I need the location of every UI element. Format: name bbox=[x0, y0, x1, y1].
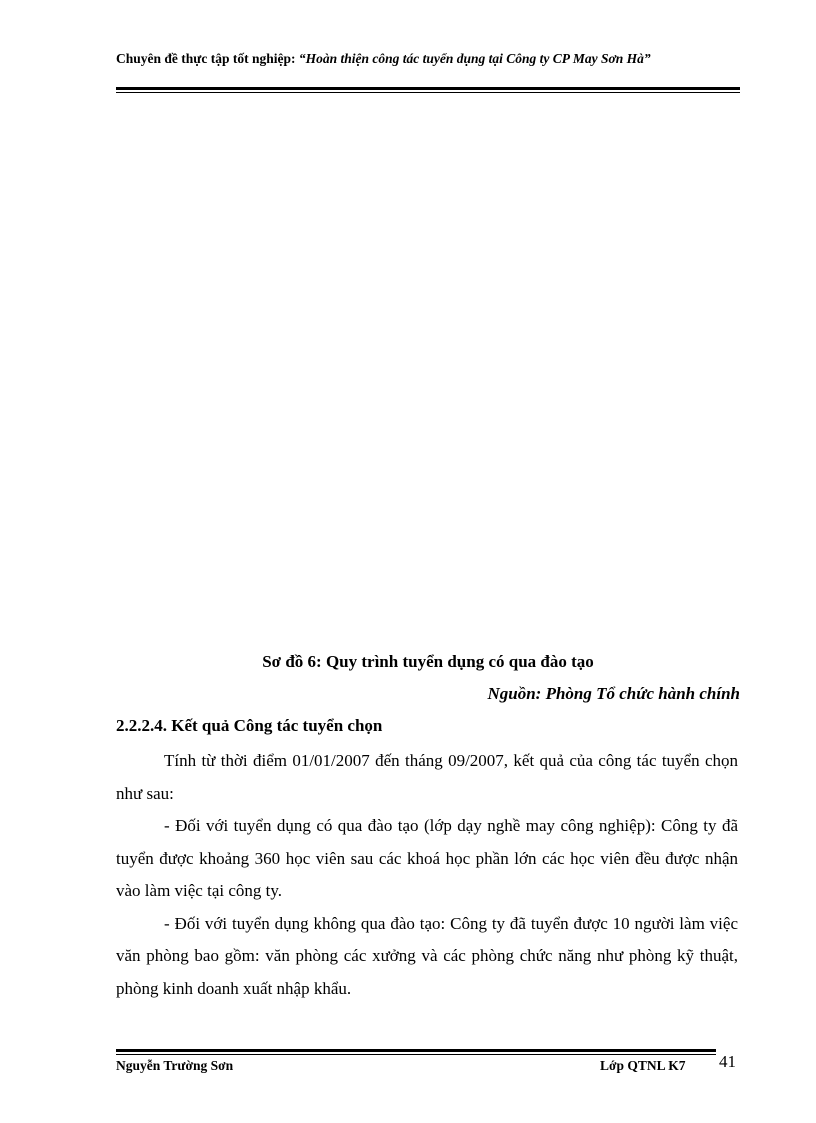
header-rule bbox=[116, 87, 740, 93]
header-prefix: Chuyên đề thực tập tốt nghiệp: bbox=[116, 51, 299, 66]
figure-caption: Sơ đồ 6: Quy trình tuyển dụng có qua đào tạo bbox=[262, 652, 594, 671]
footer-class: Lớp QTNL K7 bbox=[600, 1058, 686, 1073]
paragraph: - Đối với tuyển dụng không qua đào tạo: Công ty đã tuyển được 10 người làm việc văn phòng bao gồm: văn phòng các xưởng và các phòng chức năng như phòng kỹ thuật, phòng kinh doanh xuất nhập khẩu. bbox=[116, 913, 738, 998]
footer-author: Nguyễn Trường Sơn bbox=[116, 1058, 234, 1073]
page-number: 41 bbox=[719, 1052, 736, 1071]
figure-source: Nguồn: Phòng Tổ chức hành chính bbox=[487, 684, 740, 703]
header-title: “Hoàn thiện công tác tuyển dụng tại Công ty CP May Sơn Hà” bbox=[298, 51, 651, 66]
page-header bbox=[116, 50, 738, 67]
body-text bbox=[116, 745, 738, 1005]
section-heading: 2.2.2.4. Kết quả Công tác tuyển chọn bbox=[116, 716, 383, 735]
footer-rule bbox=[116, 1049, 716, 1055]
paragraph: - Đối với tuyển dụng có qua đào tạo (lớp dạy nghề may công nghiệp): Công ty đã tuyển được khoảng 360 học viên sau các khoá học phần lớn các học viên đều được nhận vào làm việc tại công ty. bbox=[116, 816, 738, 900]
paragraph: Tính từ thời điểm 01/01/2007 đến tháng 09/2007, kết quả của công tác tuyển chọn như sau: bbox=[116, 751, 738, 803]
